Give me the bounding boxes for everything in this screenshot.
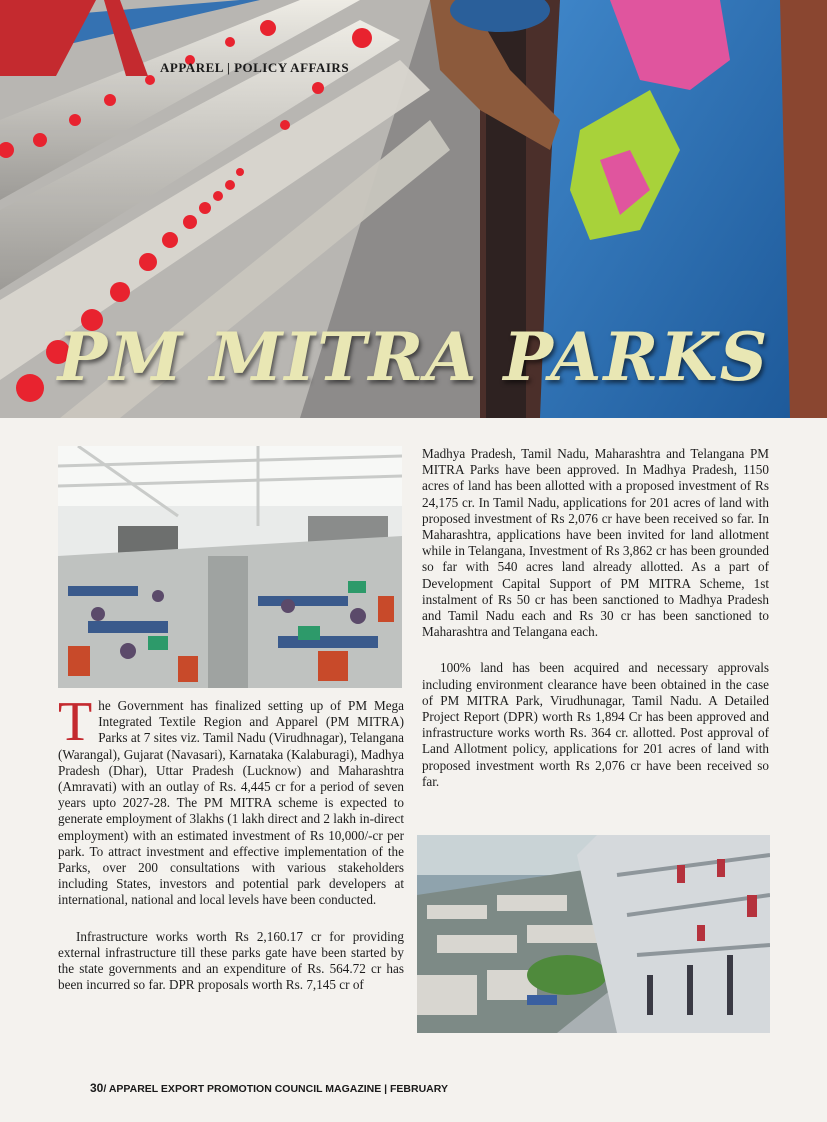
garment-factory-photo — [58, 446, 402, 688]
magazine-name: APPAREL EXPORT PROMOTION COUNCIL MAGAZINE | FEBRUARY — [108, 1083, 448, 1095]
article-column-left — [58, 691, 404, 993]
section-tag: APPAREL | POLICY AFFAIRS — [160, 60, 350, 75]
page-title: PM MITRA PARKS — [57, 318, 770, 396]
footer-separator: / — [103, 1083, 107, 1095]
hero-banner — [0, 0, 827, 418]
drop-cap: T — [58, 691, 93, 753]
page-number: 30 — [90, 1081, 104, 1095]
article-paragraph: 100% land has been acquired and necessary approvals including environment clearance have been obtained in the case of PM MITRA Park, Virudhunagar, Tamil Nadu. A Detailed Project Report (DPR) worth Rs 1,894 Cr has been approved and infrastructure works worth Rs. 364 cr. allotted. Post approval of Land Allotment policy, applications for 201 acres of land with proposed investment worth Rs 2,076 cr have been received so far. — [422, 660, 769, 789]
page-footer — [90, 1081, 448, 1095]
textile-park-aerial-photo — [417, 835, 770, 1033]
article-column-right — [422, 446, 769, 790]
section-corner-logo — [0, 0, 148, 76]
article-paragraph — [58, 691, 404, 909]
article-paragraph: Infrastructure works worth Rs 2,160.17 cr for providing external infrastructure till these parks gate have been started by the state governments and an expenditure of Rs. 564.72 cr has been incurred so far. DPR proposals worth Rs. 7,145 cr of — [58, 928, 404, 993]
article-paragraph: Madhya Pradesh, Tamil Nadu, Maharashtra and Telangana PM MITRA Parks have been approved. In Madhya Pradesh, 1150 acres of land has been allotted with a proposed investment of Rs 24,175 cr. In Tamil Nadu, applications for 201 acres of land with proposed investment of Rs 2,076 cr have been received so far. In Maharashtra, applications have been invited for land allotment while in Telangana, Investment of Rs 3,862 cr has been grounded so far with 540 acres land already allotted. As a part of Development Capital Support of PM MITRA Scheme, 1st instalment of Rs 50 cr has been sanctioned to Madhya Pradesh and Tamil Nadu each and Rs 30 cr has been sanctioned to Maharashtra and Telangana each. — [422, 446, 769, 640]
article-paragraph-text: he Government has finalized setting up of PM Mega Integrated Textile Region and Apparel (PM MITRA) Parks at 7 sites viz. Tamil Nadu (Virudhnagar), Telangana (Warangal), Gujarat (Navasari), Karnataka (Kalaburagi), Madhya Pradesh (Dhar), Uttar Pradesh (Lucknow) and Maharashtra (Amravati) with an outlay of Rs. 4,445 cr for a period of seven years upto 2027-28. The PM MITRA scheme is expected to generate employment of 3lakhs (1 lakh direct and 2 lakh in-direct employment) with an estimated investment of Rs 10,000/-cr per park. To attract investment and effective implementation of the Parks, over 200 consultations with various stakeholders including States, investors and potential park developers at international, national and local levels have been conducted. — [58, 698, 404, 908]
